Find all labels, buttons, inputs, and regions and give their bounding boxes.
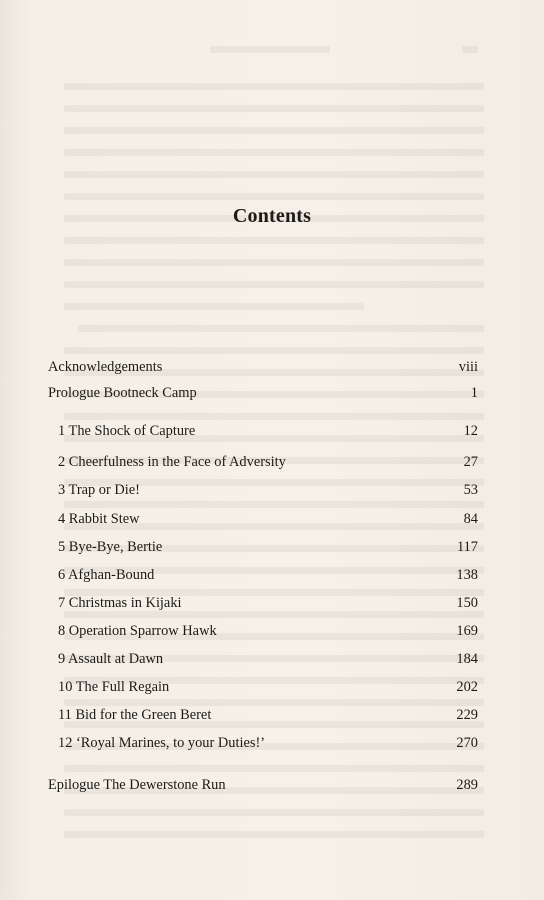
toc-entry-label: 10 The Full Regain xyxy=(58,679,170,695)
toc-entry-acknowledgements[interactable] xyxy=(48,356,478,378)
toc-entry-chapter-7[interactable] xyxy=(48,592,478,614)
toc-entry-chapter-10[interactable] xyxy=(48,676,478,698)
toc-entry-chapter-8[interactable] xyxy=(48,620,478,642)
toc-entry-label: 8 Operation Sparrow Hawk xyxy=(58,623,217,639)
toc-entry-chapter-6[interactable] xyxy=(48,564,478,586)
toc-entry-label: Acknowledgements xyxy=(48,359,163,375)
toc-entry-page-number: 184 xyxy=(456,651,478,667)
toc-entry-chapter-1[interactable] xyxy=(48,420,478,442)
toc-entry-label: 4 Rabbit Stew xyxy=(58,511,140,527)
toc-entry-page-number: 270 xyxy=(456,735,478,751)
toc-entry-page-number: 117 xyxy=(456,539,478,555)
toc-entry-label: 9 Assault at Dawn xyxy=(58,651,164,667)
toc-entry-page-number: 1 xyxy=(470,385,478,401)
toc-entry-page-number: 138 xyxy=(456,567,478,583)
toc-entry-page-number: 53 xyxy=(463,482,478,498)
toc-entry-page-number: 202 xyxy=(456,679,478,695)
toc-entry-label: 12 ‘Royal Marines, to your Duties!’ xyxy=(58,735,266,751)
toc-entry-chapter-11[interactable] xyxy=(48,704,478,726)
toc-entry-page-number: viii xyxy=(458,359,478,375)
toc-entry-chapter-4[interactable] xyxy=(48,508,478,530)
toc-entry-chapter-3[interactable] xyxy=(48,479,478,501)
toc-entry-label: 7 Christmas in Kijaki xyxy=(58,595,182,611)
toc-entry-label: 2 Cheerfulness in the Face of Adversity xyxy=(58,454,286,470)
toc-entry-page-number: 289 xyxy=(456,777,478,793)
toc-entry-chapter-5[interactable] xyxy=(48,536,478,558)
toc-entry-page-number: 150 xyxy=(456,595,478,611)
toc-entry-label: 11 Bid for the Green Beret xyxy=(58,707,212,723)
toc-entry-chapter-12[interactable] xyxy=(48,732,478,754)
toc-entry-label: 3 Trap or Die! xyxy=(58,482,140,498)
toc-entry-label: 1 The Shock of Capture xyxy=(58,423,196,439)
toc-entry-label: Prologue Bootneck Camp xyxy=(48,385,197,401)
toc-entry-label: Epilogue The Dewerstone Run xyxy=(48,777,226,793)
toc-entry-label: 6 Afghan-Bound xyxy=(58,567,155,583)
toc-entry-page-number: 169 xyxy=(456,623,478,639)
toc-entry-epilogue[interactable] xyxy=(48,774,478,796)
toc-entry-page-number: 84 xyxy=(463,511,478,527)
toc-entry-label: 5 Bye-Bye, Bertie xyxy=(58,539,163,555)
toc-entry-page-number: 12 xyxy=(463,423,478,439)
toc-entry-page-number: 229 xyxy=(456,707,478,723)
toc-entry-chapter-2[interactable] xyxy=(48,451,478,473)
toc-entry-chapter-9[interactable] xyxy=(48,648,478,670)
toc-entry-page-number: 27 xyxy=(463,454,478,470)
toc-entry-prologue[interactable] xyxy=(48,382,478,404)
page-title: Contents xyxy=(232,205,312,227)
